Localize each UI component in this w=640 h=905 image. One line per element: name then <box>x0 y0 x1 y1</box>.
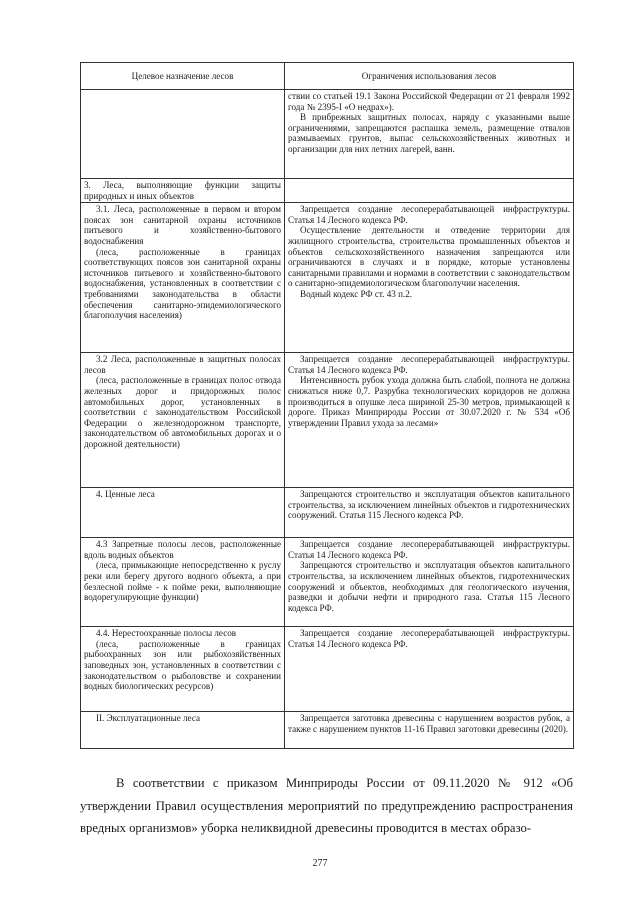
purpose-cell <box>81 538 285 627</box>
purpose-text: 4.3 Запретные полосы лесов, расположенные вдоль водных объектов <box>84 539 281 560</box>
table-row <box>81 538 574 627</box>
purpose-text: 4.4. Нерестоохранные полосы лесов <box>96 628 237 639</box>
purpose-cell <box>81 353 285 488</box>
table-row <box>81 203 574 353</box>
table-row <box>81 179 574 203</box>
page-number: 277 <box>312 858 328 869</box>
table-row <box>81 627 574 712</box>
restriction-cell <box>285 712 574 749</box>
restriction-cell <box>285 353 574 488</box>
purpose-cell <box>81 627 285 712</box>
restriction-cell <box>285 538 574 627</box>
purpose-text: (леса, примыкающие непосредственно к руслу реки или берегу другого водного объекта, а при безлесной пойме - к пойме реки, выполняющие водорегулирующие функции) <box>84 560 281 603</box>
purpose-text: II. Эксплуатационные леса <box>96 713 201 724</box>
restriction-cell <box>285 627 574 712</box>
purpose-cell <box>81 90 285 179</box>
restriction-text: Запрещается заготовка древесины с нарушением возрастов рубок, а также с нарушением пунктов 11-16 Правил заготовки древесины (2020). <box>288 713 570 734</box>
table-row <box>81 90 574 179</box>
restriction-text: В прибрежных защитных полосах, наряду с указанными выше ограничениями, запрещаются распашка земель, размещение отвалов размываемых грунтов, выпас сельскохозяйственных животных и организации для них летних лагерей, ванн. <box>288 112 570 154</box>
restriction-text: Осуществление деятельности и отведение территории для жилищного строительства, строительства промышленных объектов и объектов сельскохозяйственного назначения запрещаются или ограничиваются в случаях и в порядке, которые установлены санитарными правилами и нормами в соответствии с законодательством о санитарно-эпидемиологическом благополучии населения. <box>288 225 570 289</box>
restriction-text: Запрещается создание лесоперерабатывающей инфраструктуры. Статья 14 Лесного кодекса РФ. <box>288 204 570 225</box>
body-paragraph-text: В соответствии с приказом Минприроды России от 09.11.2020 № 912 «Об утверждении Правил осуществления мероприятий по предупреждению распространения вредных организмов» уборка неликвидной древесины проводится в местах образо- <box>80 776 573 836</box>
restriction-text: ствии со статьей 19.1 Закона Российской Федерации от 21 февраля 1992 года № 2395-I «О недрах»). <box>288 91 570 112</box>
table-row <box>81 488 574 538</box>
restriction-cell <box>285 179 574 203</box>
purpose-text: (леса, расположенные в границах рыбоохранных зон или рыбохозяйственных заповедных зон, установленных в соответствии с законодательством о рыболовстве и сохранении водных биологических ресурсов) <box>84 638 281 692</box>
restriction-text: Водный кодекс РФ ст. 43 п.2. <box>300 288 413 299</box>
purpose-text: 4. Ценные леса <box>96 489 155 500</box>
restriction-cell <box>285 90 574 179</box>
purpose-cell <box>81 203 285 353</box>
restriction-text: Запрещаются строительство и эксплуатация объектов капитального строительства, за исключением линейных объектов, гидротехнических сооружений и объектов, необходимых для геологического изучения, разведки и добычи нефти и природного газа. Статья 115 Лесного кодекса РФ. <box>288 560 570 613</box>
purpose-text: 3. Леса, выполняющие функции защиты природных и иных объектов <box>84 180 281 201</box>
table-row <box>81 353 574 488</box>
column-header-restrictions: Ограничения использования лесов <box>285 63 574 90</box>
restriction-text: Запрещаются строительство и эксплуатация объектов капитального строительства, за исключением линейных объектов и гидротехнических сооружений. Статья 115 Лесного кодекса РФ. <box>288 489 570 521</box>
body-paragraph <box>80 772 573 840</box>
restriction-text: Запрещается создание лесоперерабатывающей инфраструктуры. Статья 14 Лесного кодекса РФ. <box>288 628 570 649</box>
forest-restrictions-table <box>80 62 574 749</box>
purpose-text: (леса, расположенные в границах соответствующих поясов зон санитарной охраны источников питьевого и хозяйственно-бытового водоснабжения, установленных в соответствии с требованиями законодательства в области обеспечения санитарно-эпидемиологического благополучия населения) <box>84 246 281 321</box>
restriction-cell <box>285 203 574 353</box>
restriction-text: Запрещается создание лесоперерабатывающей инфраструктуры. Статья 14 Лесного кодекса РФ. <box>288 539 570 560</box>
purpose-cell <box>81 712 285 749</box>
restriction-text: Интенсивность рубок ухода должна быть слабой, полнота не должна снижаться ниже 0,7. Разрубка технологических коридоров не должна производиться в опушке леса шириной 25-30 метров, примыкающей к дороге. Приказ Минприроды России от 30.07.2020 г. № 534 «Об утверждении Правил ухода за лесами» <box>288 375 570 428</box>
purpose-text: (леса, расположенные в границах полос отвода железных дорог и придорожных полос автомобильных дорог, установленных в соответствии с законодательством Российской Федерации о железнодорожном транспорте, законодательством об автомобильных дорогах и о дорожной деятельности) <box>84 375 281 449</box>
restriction-text: Запрещается создание лесоперерабатывающей инфраструктуры. Статья 14 Лесного кодекса РФ. <box>288 354 570 375</box>
restriction-cell <box>285 488 574 538</box>
table-header-row <box>81 63 574 90</box>
purpose-cell <box>81 488 285 538</box>
table-row <box>81 712 574 749</box>
purpose-text: 3.1. Леса, расположенные в первом и втором поясах зон санитарной охраны источников питьевого и хозяйственно-бытового водоснабжения <box>84 204 281 246</box>
purpose-cell <box>81 179 285 203</box>
column-header-purpose: Целевое назначение лесов <box>81 63 285 90</box>
purpose-text: 3.2 Леса, расположенные в защитных полосах лесов <box>84 354 281 375</box>
